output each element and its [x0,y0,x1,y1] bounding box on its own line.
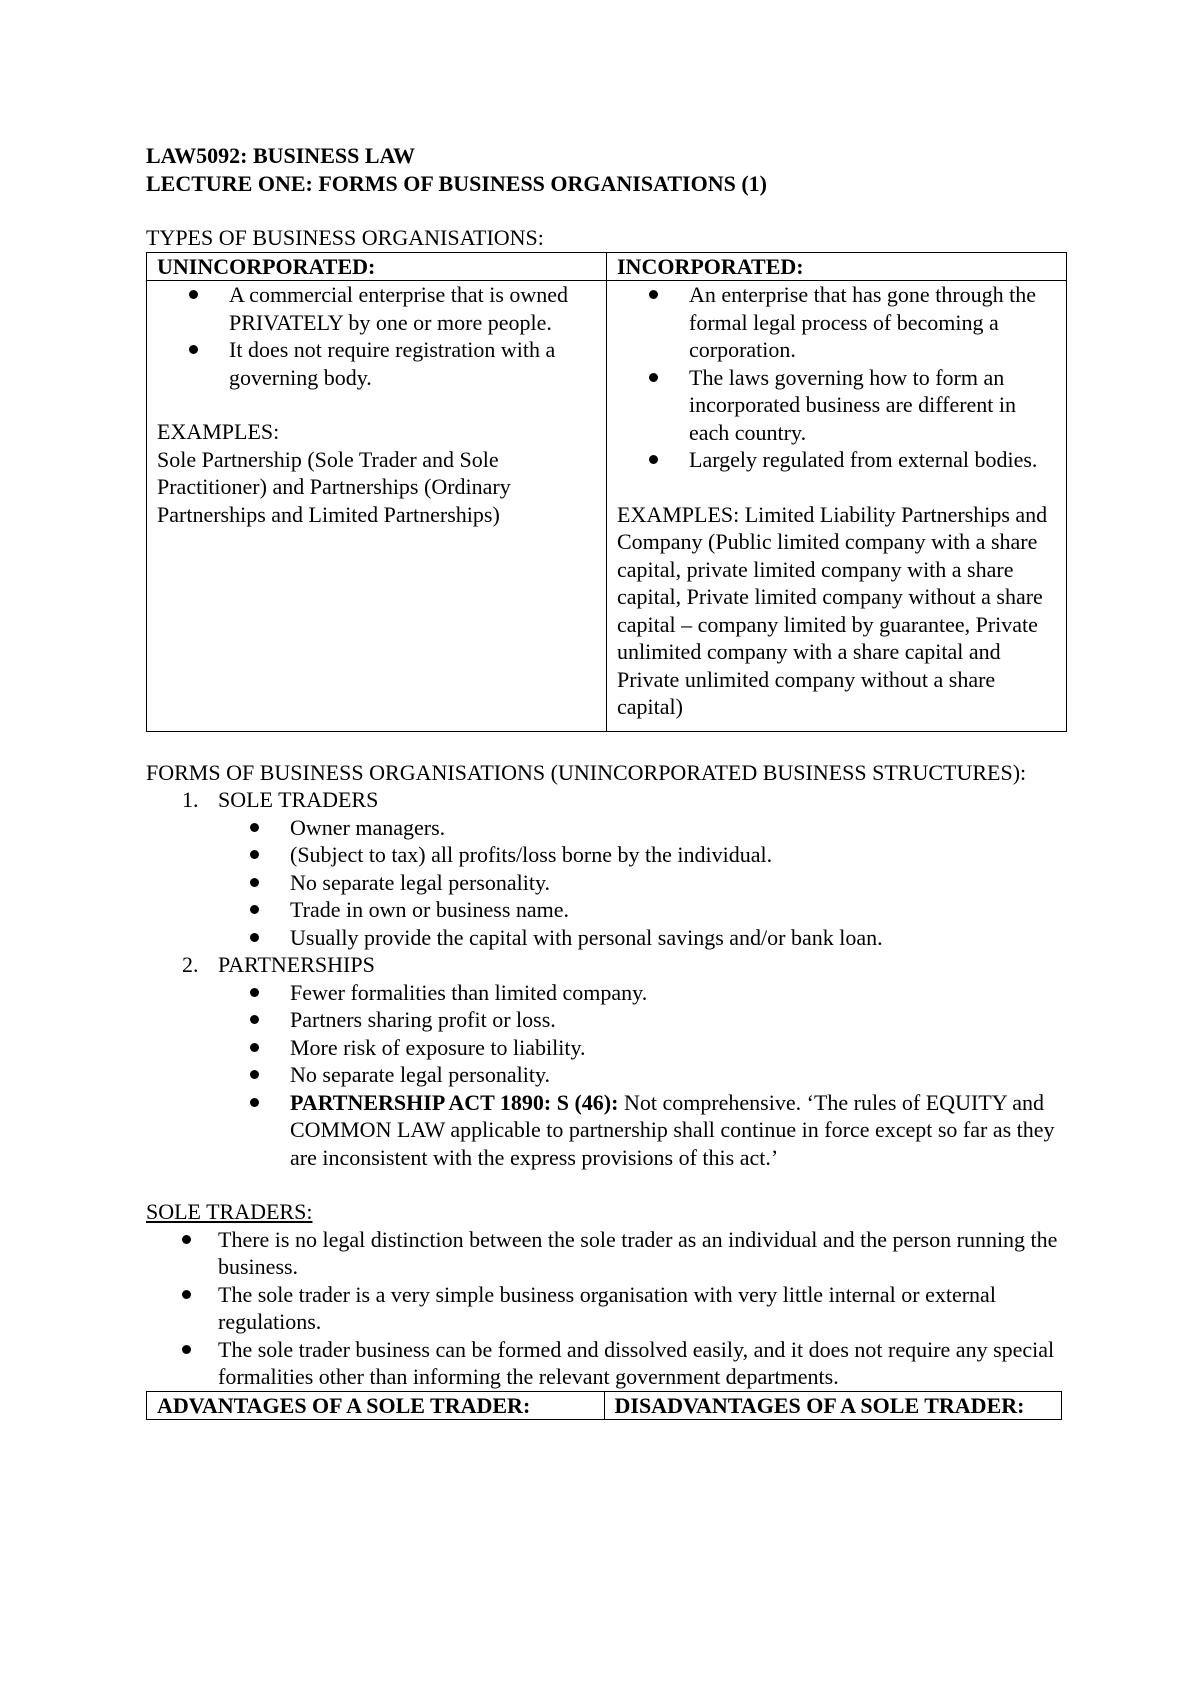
list-item: The sole trader business can be formed and dissolved easily, and it does not require any special formalities other than informing the relevant government departments. [146,1336,1076,1391]
list-item: No separate legal personality. [218,869,1076,897]
list-item: Usually provide the capital with personal savings and/or bank loan. [218,924,1076,952]
incorporated-cell [607,281,1067,732]
unincorporated-header: UNINCORPORATED: [147,252,607,281]
list-item: A commercial enterprise that is owned PRIVATELY by one or more people. [157,281,596,336]
form-title-sole-traders: SOLE TRADERS [218,787,379,812]
unincorporated-examples-text: Sole Partnership (Sole Trader and Sole Practitioner) and Partnerships (Ordinary Partnerships and Limited Partnerships) [157,446,511,527]
lecture-title: LECTURE ONE: FORMS OF BUSINESS ORGANISATIONS (1) [146,170,767,196]
types-table [146,252,1067,732]
list-item: It does not require registration with a governing body. [157,336,596,391]
list-item: More risk of exposure to liability. [218,1034,1076,1062]
list-item: There is no legal distinction between the sole trader as an individual and the person running the business. [146,1226,1076,1281]
advantages-header: ADVANTAGES OF A SOLE TRADER: [147,1391,605,1420]
list-item: The laws governing how to form an incorporated business are different in each country. [617,364,1056,447]
unincorporated-bullets [157,281,596,391]
act-citation: PARTNERSHIP ACT 1890: S (46): [290,1089,619,1115]
document-body [146,142,1076,1420]
unincorporated-cell [147,281,607,732]
incorporated-bullets [617,281,1056,474]
unincorporated-examples-label: EXAMPLES: [157,419,280,444]
incorporated-examples-text: EXAMPLES: Limited Liability Partnerships and Company (Public limited company with a share capital, private limited company with a share capital, Private limited company without a share capital – company limited by guarantee, Private unlimited company with a share capital and Private unlimited company without a share capital) [617,501,1048,719]
types-heading: TYPES OF BUSINESS ORGANISATIONS: [146,225,544,250]
list-item [146,786,1076,951]
list-item: Partners sharing profit or loss. [218,1006,1076,1034]
list-item: Largely regulated from external bodies. [617,446,1056,474]
list-item [218,1089,1076,1172]
list-item [146,951,1076,1171]
list-item: (Subject to tax) all profits/loss borne by the individual. [218,841,1076,869]
partnership-features [218,979,1076,1172]
form-title-partnerships: PARTNERSHIPS [218,952,375,977]
list-item: Owner managers. [218,814,1076,842]
list-number: 2. [182,952,199,977]
act-text: Not comprehensive. ‘The rules of EQUITY and COMMON LAW applicable to partnership shall continue in force except so far as they are inconsistent with the express provisions of this act.’ [290,1089,1055,1170]
list-item: No separate legal personality. [218,1061,1076,1089]
advantages-table [146,1391,1062,1421]
list-item: The sole trader is a very simple business organisation with very little internal or external regulations. [146,1281,1076,1336]
forms-heading: FORMS OF BUSINESS ORGANISATIONS (UNINCORPORATED BUSINESS STRUCTURES): [146,759,1027,785]
sole-traders-heading: SOLE TRADERS: [146,1199,313,1224]
disadvantages-header: DISADVANTAGES OF A SOLE TRADER: [604,1391,1062,1420]
list-item: Trade in own or business name. [218,896,1076,924]
list-item: An enterprise that has gone through the formal legal process of becoming a corporation. [617,281,1056,364]
sole-traders-bullets [146,1226,1076,1391]
course-title: LAW5092: BUSINESS LAW [146,143,415,168]
forms-list [146,786,1076,1171]
sole-trader-features [218,814,1076,952]
incorporated-header: INCORPORATED: [607,252,1067,281]
list-item: Fewer formalities than limited company. [218,979,1076,1007]
list-number: 1. [182,787,199,812]
